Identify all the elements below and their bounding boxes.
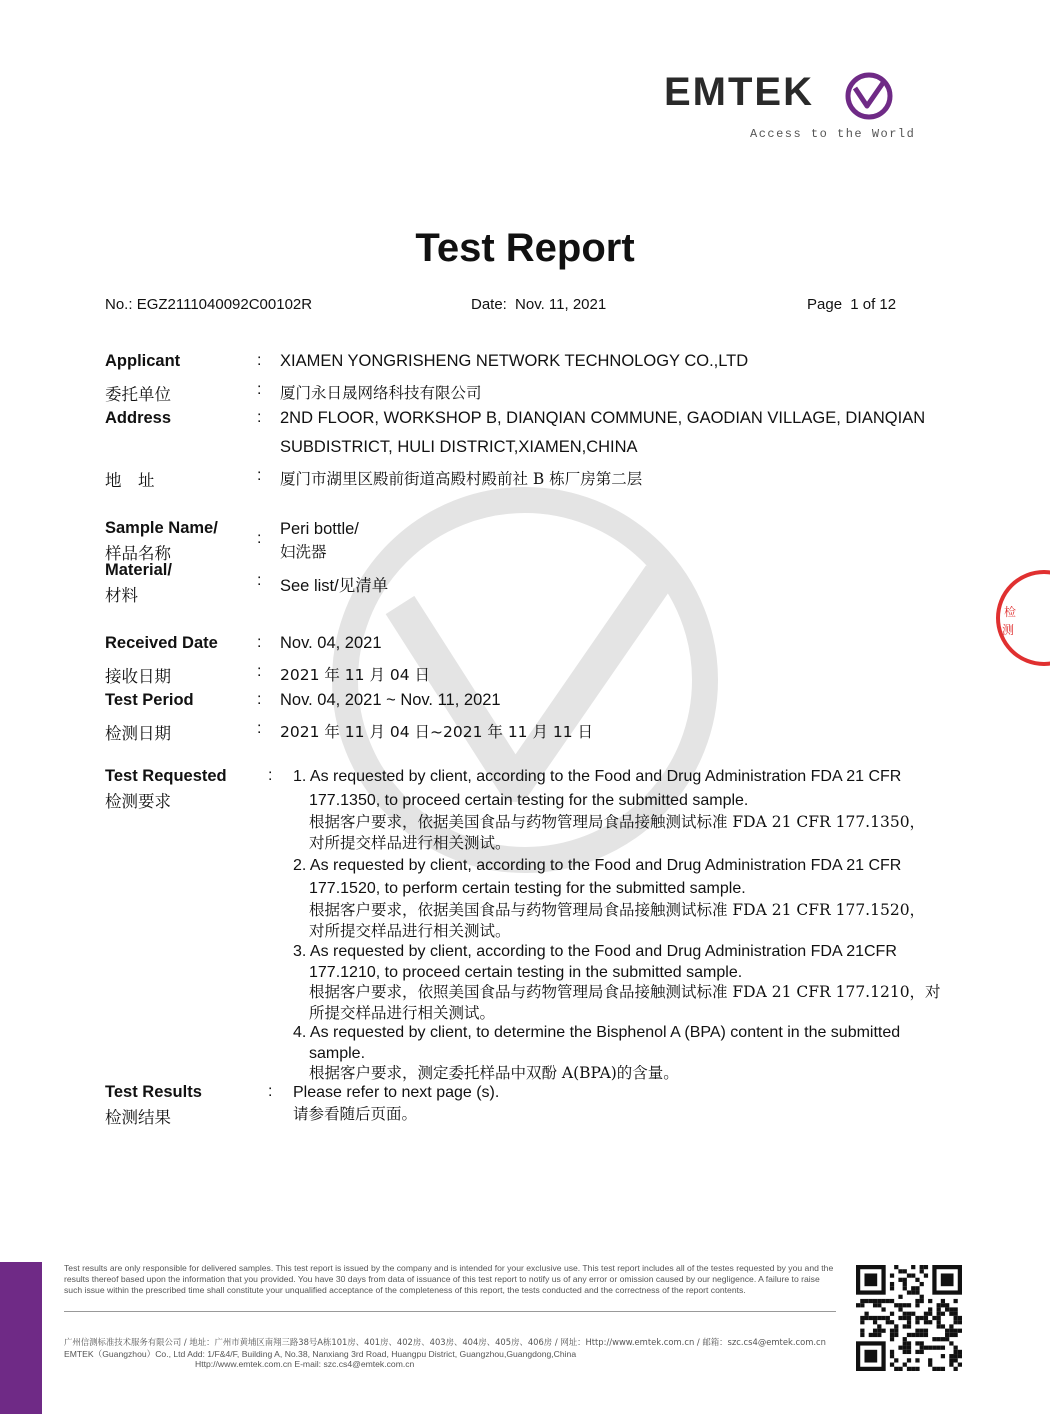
colon: : <box>257 691 262 708</box>
test-requested-label: Test Requested <box>105 767 227 785</box>
footer-address-en: EMTEK（Guangzhou）Co., Ltd Add: 1/F&4/F, Building A, No.38, Nanxiang 3rd Road, Huangpu District, Guangzhou,Guangdong,China <box>64 1349 577 1359</box>
logo-check-icon <box>843 70 895 122</box>
request-item-3-zh2: 所提交样品进行相关测试。 <box>309 1004 496 1022</box>
test-period-zh-value: 2021 年 11 月 04 日~2021 年 11 月 11 日 <box>280 723 594 741</box>
request-item-2-line2: 177.1520, to perform certain testing for the submitted sample. <box>309 880 746 897</box>
request-item-1-zh1: 根据客户要求，依据美国食品与药物管理局食品接触测试标准 FDA 21 CFR 177.1350， <box>309 813 926 831</box>
request-item-3-line1: 3. As requested by client, according to the Food and Drug Administration FDA 21CFR <box>293 943 897 960</box>
address-label: Address <box>105 409 172 427</box>
request-item-4-zh1: 根据客户要求，测定委托样品中双酚 A(BPA)的含量。 <box>309 1064 679 1082</box>
address-zh-value: 厦门市湖里区殿前街道高殿村殿前社 B 栋厂房第二层 <box>280 470 643 488</box>
sample-name-zh-value: 妇洗器 <box>280 543 327 561</box>
footer-disclaimer: Test results are only responsible for delivered samples. This test report is issued by the company and is intended for your exclusive use. This test report includes all of the testes requested by you and the results thereof based upon the information that you provided. You have 30 days from data of issuance of this test report to notify us of any error or omission caused by our negligence. A failure to raise such issue within the prescribed time shall constitute your unqualified acceptance of the completeness of this report, the tests conducted and the correctness of the report contents. <box>64 1263 834 1295</box>
svg-text:测: 测 <box>1002 623 1015 637</box>
request-item-4-line1: 4. As requested by client, to determine the Bisphenol A (BPA) content in the submitted <box>293 1024 901 1041</box>
request-item-1-line2: 177.1350, to proceed certain testing for the submitted sample. <box>309 792 749 809</box>
page-title: Test Report <box>415 226 635 270</box>
report-date-value: Nov. 11, 2021 <box>515 296 607 313</box>
footer-web-email: Http://www.emtek.com.cn E-mail: szc.cs4@emtek.com.cn <box>195 1359 415 1369</box>
request-item-2-line1: 2. As requested by client, according to the Food and Drug Administration FDA 21 CFR <box>293 857 902 874</box>
request-item-4-line2: sample. <box>309 1045 366 1062</box>
received-date-value: Nov. 04, 2021 <box>280 634 382 652</box>
test-results-zh-value: 请参看随后页面。 <box>293 1105 418 1123</box>
address-zh-label: 地 址 <box>105 471 155 490</box>
material-value: See list/见清单 <box>280 577 389 595</box>
sample-name-value: Peri bottle/ <box>280 520 359 538</box>
address-value-line1: 2ND FLOOR, WORKSHOP B, DIANQIAN COMMUNE, GAODIAN VILLAGE, DIANQIAN <box>280 409 926 427</box>
request-item-3-zh1: 根据客户要求，依照美国食品与药物管理局食品接触测试标准 FDA 21 CFR 177.1210，对 <box>309 983 941 1001</box>
applicant-value: XIAMEN YONGRISHENG NETWORK TECHNOLOGY CO.,LTD <box>280 352 749 370</box>
colon: : <box>257 467 262 484</box>
material-zh-label: 材料 <box>105 586 138 605</box>
logo-tagline: Access to the World <box>750 127 916 141</box>
request-item-1-line1: 1. As requested by client, according to the Food and Drug Administration FDA 21 CFR <box>293 768 902 785</box>
test-results-zh-label: 检测结果 <box>105 1108 171 1127</box>
colon: : <box>268 1083 273 1100</box>
material-label: Material/ <box>105 561 172 579</box>
test-period-label: Test Period <box>105 691 194 709</box>
page-number <box>807 296 896 313</box>
colon: : <box>257 352 262 369</box>
colon: : <box>257 720 262 737</box>
applicant-zh-label: 委托单位 <box>105 385 171 404</box>
report-number-label: No.: <box>105 296 133 313</box>
qr-code-icon <box>856 1265 962 1371</box>
received-date-zh-value: 2021 年 11 月 04 日 <box>280 666 431 684</box>
test-results-label: Test Results <box>105 1083 202 1101</box>
report-date <box>471 296 606 313</box>
request-item-3-line2: 177.1210, to proceed certain testing in the submitted sample. <box>309 964 743 981</box>
footer-address-zh: 广州信测标准技术服务有限公司 / 地址：广州市黄埔区南翔三路38号A栋101房、401房、402房、403房、404房、405房、406房 / 网址：Http://www.emtek.com.cn / 邮箱：szc.cs4@emtek.com.cn <box>64 1337 826 1347</box>
request-item-2-zh2: 对所提交样品进行相关测试。 <box>309 922 511 940</box>
applicant-label: Applicant <box>105 352 181 370</box>
svg-text:检: 检 <box>1004 605 1017 619</box>
colon: : <box>257 572 262 589</box>
test-period-zh-label: 检测日期 <box>105 724 171 743</box>
test-period-value: Nov. 04, 2021 ~ Nov. 11, 2021 <box>280 691 501 709</box>
received-date-zh-label: 接收日期 <box>105 667 171 686</box>
footer-brand-bar <box>0 1262 42 1414</box>
sample-name-zh-label: 样品名称 <box>105 544 171 563</box>
report-number <box>105 296 312 313</box>
report-date-label: Date: <box>471 296 507 313</box>
page-number-label: Page <box>807 296 843 313</box>
received-date-label: Received Date <box>105 634 218 652</box>
colon: : <box>257 530 262 547</box>
colon: : <box>257 381 262 398</box>
sample-name-label: Sample Name/ <box>105 519 218 537</box>
page-number-value: 1 of 12 <box>850 296 897 313</box>
applicant-zh-value: 厦门永日晟网络科技有限公司 <box>280 384 482 402</box>
logo-wordmark: EMTEK <box>664 70 814 114</box>
colon: : <box>257 663 262 680</box>
report-number-value: EGZ2111040092C00102R <box>136 296 313 313</box>
test-results-value: Please refer to next page (s). <box>293 1084 500 1101</box>
address-value-line2: SUBDISTRICT, HULI DISTRICT,XIAMEN,CHINA <box>280 438 638 456</box>
request-item-2-zh1: 根据客户要求，依据美国食品与药物管理局食品接触测试标准 FDA 21 CFR 177.1520， <box>309 901 926 919</box>
test-requested-zh-label: 检测要求 <box>105 792 171 811</box>
request-item-1-zh2: 对所提交样品进行相关测试。 <box>309 834 511 852</box>
footer-divider <box>64 1311 836 1312</box>
seal-stamp-fragment <box>984 568 1044 668</box>
colon: : <box>257 634 262 651</box>
colon: : <box>268 767 273 784</box>
colon: : <box>257 409 262 426</box>
